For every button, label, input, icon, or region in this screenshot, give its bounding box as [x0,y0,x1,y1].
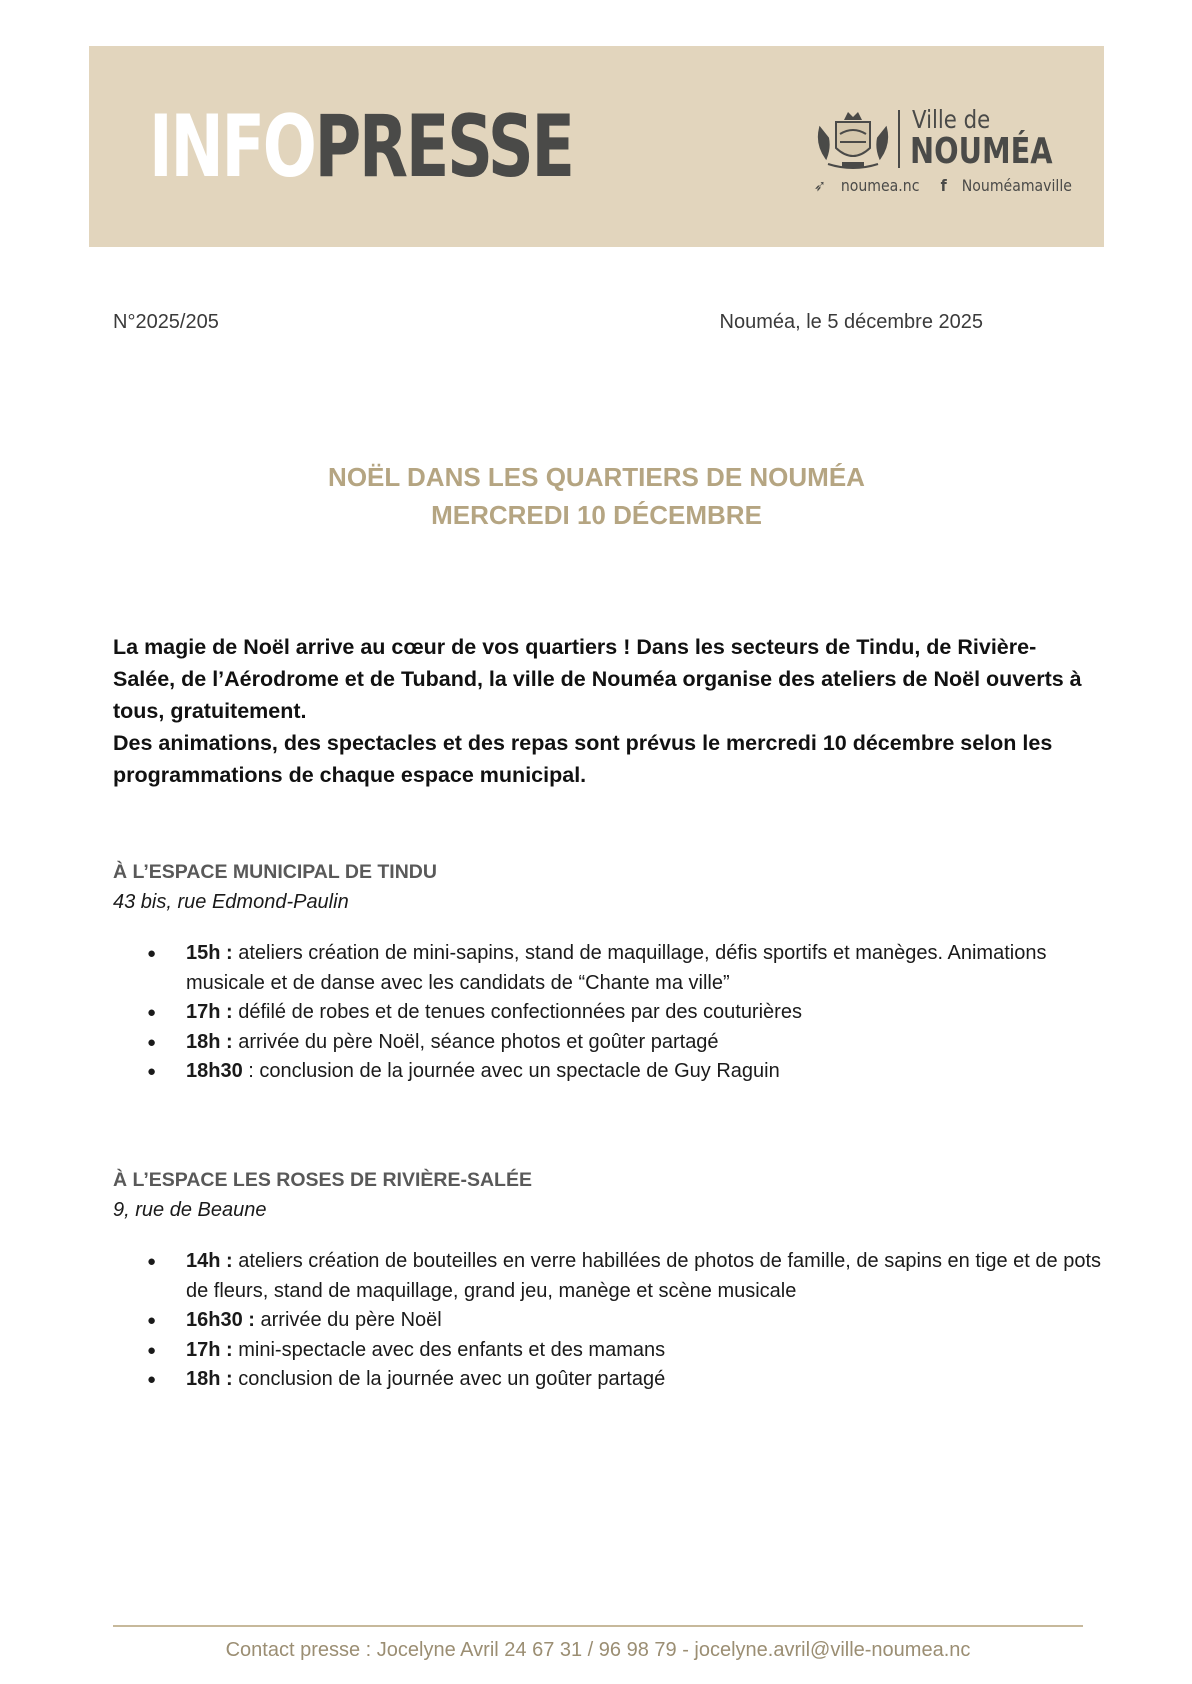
section-tindu [113,857,1103,1087]
schedule-time: 17h : [186,1338,233,1361]
logo-noumea: NOUMÉA [910,131,1053,172]
info-presse-wordmark [149,97,573,197]
schedule-time: 16h30 : [186,1309,255,1331]
title-line-1: NOËL DANS LES QUARTIERS DE NOUMÉA [328,462,865,492]
bullet-icon: ● [147,1341,157,1359]
schedule-item [113,939,1103,998]
schedule-time: 17h : [186,1001,233,1023]
bullet-icon: ● [147,1371,157,1388]
schedule-text: arrivée du père Noël [254,1309,442,1331]
logo-divider [898,110,900,168]
footer-divider [113,1625,1083,1627]
send-icon: ➶ [814,176,826,195]
facebook-icon: f [940,176,947,195]
document-title [89,458,1104,534]
schedule-text: mini-spectacle avec des enfants et des mamans [232,1338,666,1361]
header-banner [89,46,1104,247]
facebook-label: Nouméamaville [961,176,1072,195]
bullet-icon: ● [147,1004,157,1021]
schedule-item [113,1028,1103,1058]
bullet-icon: ● [147,1063,157,1080]
schedule-time: 15h : [186,942,233,964]
schedule-list [113,1247,1103,1395]
schedule-text: défilé de robes et de tenues confectionnées par des couturières [232,1001,802,1023]
bullet-icon: ● [147,1312,157,1329]
section-address: 9, rue de Beaune [113,1199,267,1221]
press-release-number: N°2025/205 [113,311,219,333]
schedule-text: : conclusion de la journée avec un spectacle de Guy Raguin [242,1060,780,1082]
schedule-item [113,1057,1103,1087]
section-heading: À L’ESPACE LES ROSES DE RIVIÈRE-SALÉE [113,1169,532,1191]
schedule-item [113,1336,1103,1366]
wordmark-presse: PRESSE [314,97,573,197]
schedule-time: 14h : [186,1250,233,1272]
bullet-icon: ● [147,945,157,962]
website-label: noumea.nc [840,176,920,195]
schedule-item [113,1365,1103,1395]
facebook-link[interactable] [941,176,1083,195]
schedule-item [113,1306,1103,1336]
schedule-text: arrivée du père Noël, séance photos et goûter partagé [232,1030,719,1053]
wordmark-info: INFO [149,97,315,197]
logo-ville-de: Ville de [912,105,991,134]
press-contact: Contact presse : Jocelyne Avril 24 67 31 / 96 98 79 - jocelyne.avril@ville-noumea.nc [225,1639,971,1661]
schedule-item [113,1247,1103,1306]
schedule-text: ateliers création de mini-sapins, stand de maquillage, défis sportifs et manèges. Animations musicale et de danse avec les candidats de “Chante ma ville” [186,942,1047,994]
schedule-time: 18h : [186,1030,233,1053]
press-release-date: Nouméa, le 5 décembre 2025 [719,311,983,333]
bullet-icon: ● [147,1253,157,1270]
intro-paragraph-2: Des animations, des spectacles et des repas sont prévus le mercredi 10 décembre selon les programmations de chaque espace municipal. [113,731,1053,787]
section-riviere-salee [113,1165,1103,1395]
schedule-text: conclusion de la journée avec un goûter partagé [232,1368,666,1390]
intro-text [113,631,1093,791]
intro-paragraph-1: La magie de Noël arrive au cœur de vos quartiers ! Dans les secteurs de Tindu, de Rivière-Salée, de l’Aérodrome et de Tuband, la ville de Nouméa organise des ateliers de Noël ouverts à tous, gratuitement. [113,635,1082,723]
ville-de-noumea-logo [814,102,1072,197]
schedule-list [113,939,1103,1087]
website-link[interactable] [814,176,930,195]
section-address: 43 bis, rue Edmond-Paulin [113,891,349,913]
logo-links [814,176,1093,195]
city-crest-icon [814,108,892,174]
schedule-text: ateliers création de bouteilles en verre habillées de photos de famille, de sapins en tige et de pots de fleurs, stand de maquillage, grand jeu, manège et scène musicale [186,1250,1102,1302]
section-heading: À L’ESPACE MUNICIPAL DE TINDU [113,861,437,883]
schedule-item [113,998,1103,1028]
bullet-icon: ● [147,1033,157,1051]
schedule-time: 18h : [186,1368,233,1390]
title-line-2: MERCREDI 10 DÉCEMBRE [431,500,762,530]
schedule-time: 18h30 [186,1060,243,1082]
